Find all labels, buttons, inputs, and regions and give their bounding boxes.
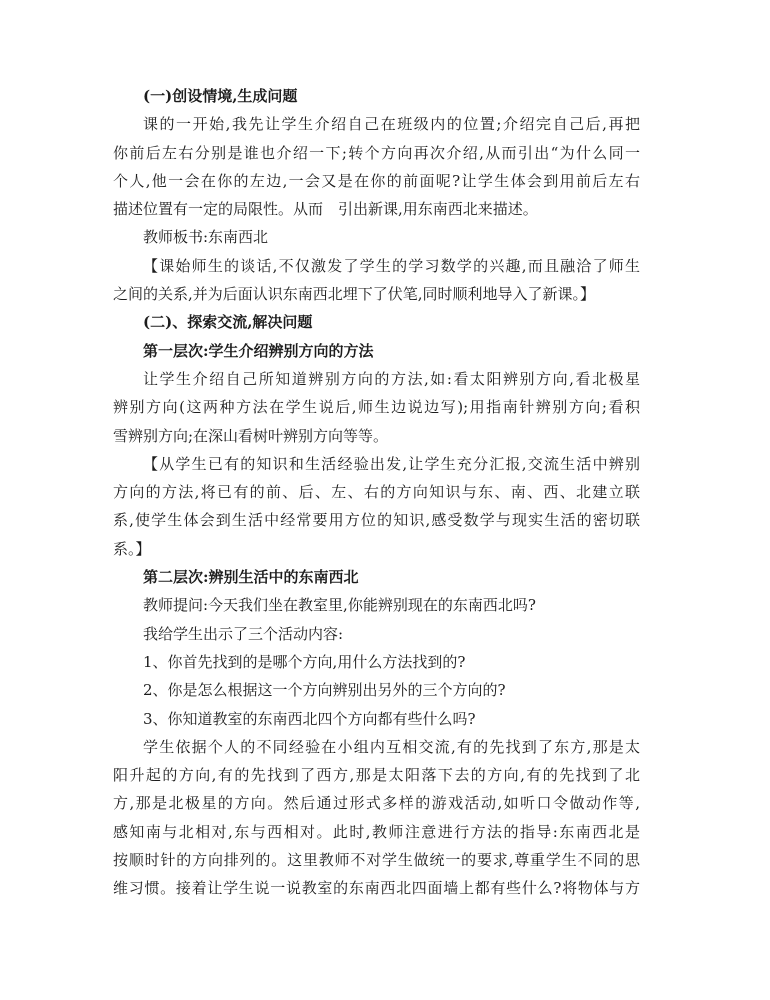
- paragraph-line: 3、你知道教室的东南西北四个方向都有些什么吗?: [143, 709, 476, 728]
- paragraph-line: 你前后左右分别是谁也介绍一下;转个方向再次介绍,从而引出“为什么同一: [113, 143, 640, 162]
- paragraph-line: 辨别方向(这两种方法在学生说后,师生边说边写);用指南针辨别方向;看积: [113, 398, 640, 417]
- paragraph-line: 【课始师生的谈话,不仅激发了学生的学习数学的兴趣,而且融洽了师生: [143, 256, 640, 275]
- paragraph-line: 阳升起的方向,有的先找到了西方,那是太阳落下去的方向,有的先找到了北: [113, 766, 640, 785]
- document-text: [113, 82, 640, 903]
- paragraph-line: 我给学生出示了三个活动内容:: [143, 624, 344, 643]
- paragraph-line: 【从学生已有的知识和生活经验出发,让学生充分汇报,交流生活中辨别: [143, 454, 640, 473]
- paragraph-line: 系,使学生体会到生活中经常要用方位的知识,感受数学与现实生活的密切联: [113, 511, 640, 530]
- paragraph-line: 方向的方法,将已有的前、后、左、右的方向知识与东、南、西、北建立联: [113, 483, 640, 502]
- paragraph-line: 描述位置有一定的局限性。从而 引出新课,用东南西北来描述。: [113, 200, 538, 219]
- paragraph-line: 系。】: [113, 539, 151, 558]
- heading-line: 第一层次:学生介绍辨别方向的方法: [143, 341, 374, 360]
- paragraph-line: 方,那是北极星的方向。然后通过形式多样的游戏活动,如听口令做动作等,: [113, 794, 640, 813]
- paragraph-line: 1、你首先找到的是哪个方向,用什么方法找到的?: [143, 652, 466, 671]
- heading-line: (二)、探索交流,解决问题: [143, 313, 313, 332]
- heading-line: 第二层次:辨别生活中的东南西北: [143, 568, 359, 587]
- paragraph-line: 维习惯。接着让学生说一说教室的东南西北四面墙上都有些什么?将物体与方: [113, 879, 640, 898]
- paragraph-line: 教师提问:今天我们坐在教室里,你能辨别现在的东南西北吗?: [143, 596, 536, 615]
- heading-line: (一)创设情境,生成问题: [143, 87, 298, 105]
- paragraph-line: 感知南与北相对,东与西相对。此时,教师注意进行方法的指导:东南西北是: [113, 822, 640, 841]
- paragraph-line: 按顺时针的方向排列的。这里教师不对学生做统一的要求,尊重学生不同的思: [113, 851, 640, 870]
- paragraph-line: 之间的关系,并为后面认识东南西北埋下了伏笔,同时顺利地导入了新课。】: [113, 285, 596, 304]
- paragraph-line: 课的一开始,我先让学生介绍自己在班级内的位置;介绍完自己后,再把: [143, 115, 640, 134]
- paragraph-line: 学生依据个人的不同经验在小组内互相交流,有的先找到了东方,那是太: [143, 737, 640, 756]
- paragraph-line: 教师板书:东南西北: [143, 228, 269, 247]
- paragraph-line: 雪辨别方向;在深山看树叶辨别方向等等。: [113, 426, 389, 445]
- paragraph-line: 个人,他一会在你的左边,一会又是在你的前面呢?让学生体会到用前后左右: [113, 171, 640, 190]
- paragraph-line: 2、你是怎么根据这一个方向辨别出另外的三个方向的?: [143, 681, 506, 700]
- paragraph-line: 让学生介绍自己所知道辨别方向的方法,如:看太阳辨别方向,看北极星: [143, 369, 640, 388]
